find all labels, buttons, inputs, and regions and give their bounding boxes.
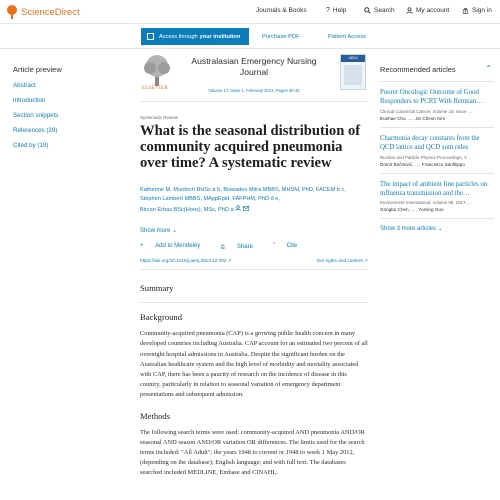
show-more-authors-button[interactable]	[140, 227, 368, 234]
recommended-item	[380, 134, 494, 167]
institution-icon	[462, 7, 469, 14]
nav-sign-in-label: Sign in	[472, 7, 492, 14]
access-institution-button[interactable]	[141, 28, 249, 45]
top-bar	[0, 0, 500, 24]
publisher-name: ELSEVIER	[142, 86, 169, 91]
brand-name: ScienceDirect	[21, 6, 80, 18]
recommended-authors: Gongbo Chen, …, Yuming Guo	[380, 207, 444, 213]
chevron-up-icon[interactable]: ⌃	[485, 64, 492, 73]
outline-item-section-snippets[interactable]: Section snippets	[13, 112, 59, 119]
recommended-title[interactable]: The impact of ambient fine particles on influenza transmission and the…	[380, 180, 488, 198]
share-icon: ⪸	[220, 244, 227, 251]
share-button[interactable]	[220, 243, 263, 250]
external-link-icon: ↗	[364, 258, 368, 264]
journal-cover-image[interactable]	[340, 54, 366, 90]
user-icon	[406, 7, 413, 14]
show-more-articles-button[interactable]	[380, 225, 494, 232]
recommended-title[interactable]: Poorer Oncologic Outcome of Good Responders to PCRT With Remnan…	[380, 89, 483, 106]
add-to-mendeley-button[interactable]	[140, 243, 210, 250]
cover-body	[344, 65, 362, 85]
institution-icon	[147, 33, 154, 40]
elsevier-tree-icon	[6, 5, 18, 19]
journal-title[interactable]: Australasian Emergency Nursing Journal	[191, 56, 317, 77]
divider	[380, 218, 494, 219]
methods-paragraph: The following search terms were used: community-acquired AND pneumonia AND/OR seasonal AND season AND/OR variation OR differences. The limits used for the search terms included: "All Adult"; the years 1948 to current or 1948 to week 1 May 2012, (depending on the database); English language; and with full text. The databases searched included MEDLINE, Embase and CINAHL.	[140, 428, 365, 477]
outline-item-references[interactable]: References (39)	[13, 127, 58, 134]
nav-search-label: Search	[374, 7, 395, 14]
journal-header	[140, 52, 368, 102]
summary-heading: Summary	[140, 283, 174, 294]
external-link-icon: ↗	[227, 258, 232, 264]
nav-help-label: Help	[332, 7, 347, 14]
access-prefix-label: Access through	[159, 33, 198, 40]
recommended-articles	[380, 65, 494, 232]
access-bold-label: your institution	[199, 33, 241, 40]
nav-search[interactable]	[364, 7, 395, 14]
recommended-title[interactable]: Charmonia decay constants from the QCD lattice and QCD sum rules	[380, 134, 480, 152]
article-main	[140, 52, 368, 479]
chevron-down-icon: ⌄	[437, 226, 443, 233]
nav-my-account[interactable]	[406, 7, 449, 14]
outline-item-abstract[interactable]: Abstract	[13, 82, 36, 89]
summary-divider	[140, 302, 368, 303]
article-outline	[13, 65, 113, 157]
share-label: Share	[236, 244, 253, 251]
doi-row	[140, 258, 368, 270]
help-icon: ?	[326, 7, 330, 14]
recommended-authors: Eunhae Cho, …, Jin Cheon Kim	[380, 115, 446, 121]
author-2[interactable]: Biswadev Mitra MBBS, MHSM, PhD, FACEM b c,	[223, 187, 346, 193]
quote-icon: ”	[272, 243, 277, 250]
nav-my-account-label: My account	[416, 7, 450, 14]
access-bar	[0, 25, 500, 49]
author-list	[140, 186, 368, 215]
outline-heading: Article preview	[13, 65, 62, 74]
cite-label: Cite	[286, 243, 298, 250]
article-type: Systematic Review	[140, 115, 179, 120]
cite-button[interactable]	[273, 243, 307, 250]
chevron-down-icon: ⌄	[172, 228, 178, 235]
plus-icon: +	[140, 243, 146, 250]
nav-journals-books[interactable]	[256, 7, 307, 14]
methods-heading: Methods	[140, 410, 171, 421]
background-paragraph: Community-acquired pneumonia (CAP) is a growing public health concern in many developed countries including Australia. CAP account for an estimated two percent of all overnight hospital admissions in Australia. Despite the significant burden on the Australian healthcare system and the high level of morbidity and mortality associated with CAP, there has been a paucity of research on the incidence of disease in this country, particularly in relation to seasonal variation of emergency department presentations and subsequent admission.	[140, 330, 368, 399]
author-3[interactable]: Stephen Lambert MBBS, MAppEpid, FAFPHM, PhD d e,	[140, 196, 280, 203]
recommended-item	[380, 180, 494, 213]
nav-journals-books-label: Journals & Books	[256, 7, 307, 14]
nav-sign-in[interactable]	[462, 7, 492, 14]
purchase-pdf-link[interactable]: Purchase PDF	[262, 34, 300, 40]
background-heading: Background	[140, 312, 183, 323]
rights-link[interactable]	[317, 258, 368, 264]
rights-text: Get rights and content	[316, 258, 363, 264]
email-icon[interactable]	[243, 206, 249, 211]
article-title: What is the seasonal distribution of community acquired pneumonia over time? A systematic review	[140, 123, 361, 171]
patient-access-link[interactable]: Patient Access	[328, 34, 367, 40]
author-1[interactable]: Katherine M. Murdoch BHSc a b,	[140, 187, 222, 193]
person-icon	[235, 205, 241, 211]
nav-help[interactable]	[326, 7, 346, 14]
outline-item-introduction[interactable]: Introduction	[13, 97, 46, 104]
divider	[380, 173, 494, 174]
recommended-heading-label: Recommended articles	[380, 65, 456, 74]
cover-label: AENJ	[341, 55, 365, 62]
outline-item-cited-by[interactable]: Cited by (19)	[13, 142, 49, 149]
divider	[380, 127, 494, 128]
recommended-heading	[380, 65, 494, 82]
doi-link[interactable]	[140, 258, 232, 264]
show-more-articles-label: Show 3 more articles	[380, 226, 437, 233]
recommended-authors: Domir Bečirević, …, Francesco Sanfilippo	[380, 161, 465, 167]
recommended-item	[380, 88, 494, 121]
recommended-journal: Nuclear and Particle Physics Proceedings, V…	[380, 154, 472, 160]
doi-text: https://doi.org/10.1016/j.aenj.2013.12.002	[140, 258, 227, 264]
recommended-journal: Clinical Colorectal Cancer, Volume 18, Issue …	[380, 108, 473, 114]
show-more-label: Show more	[140, 228, 171, 235]
sciencedirect-logo[interactable]	[6, 5, 80, 19]
recommended-journal: Environment International, Volume 98, 2017,…	[380, 200, 472, 206]
article-actions	[140, 243, 368, 250]
add-mendeley-label: Add to Mendeley	[155, 243, 201, 250]
journal-issue[interactable]: Volume 17, Issue 1, February 2014, Pages 30-42	[208, 88, 300, 93]
search-icon	[364, 7, 371, 14]
author-4[interactable]: Bircan Erbas BSc(Hons), MSc, PhD a	[140, 206, 234, 213]
